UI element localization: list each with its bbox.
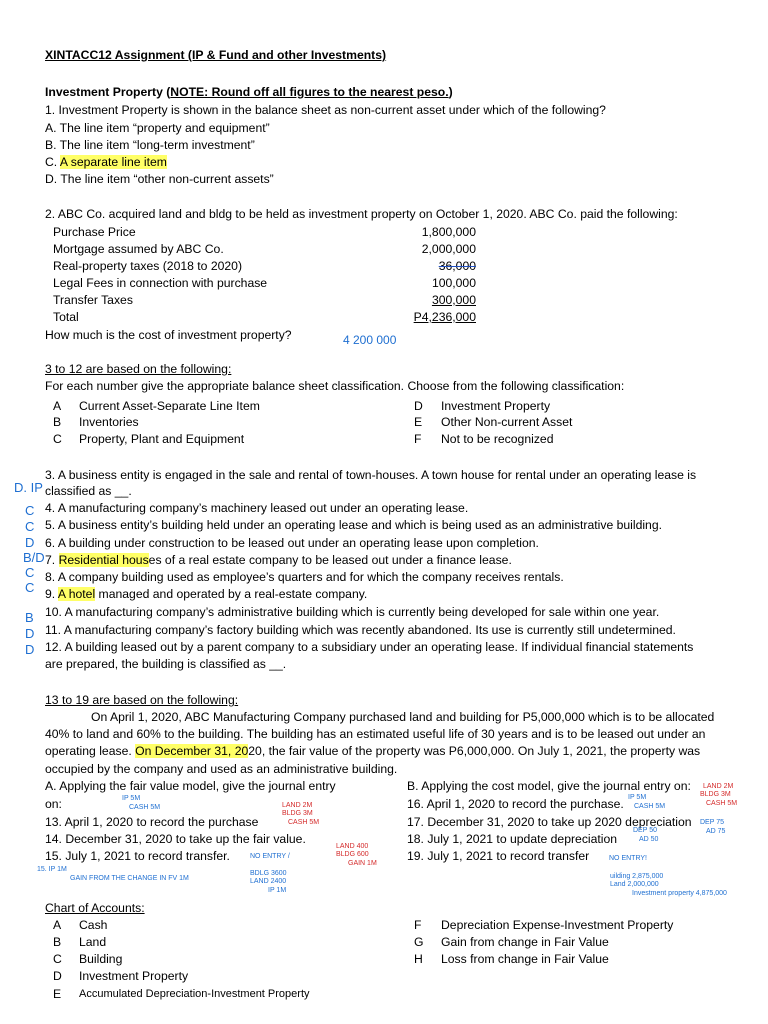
question-4: 4. A manufacturing company’s machinery leased out under an operating lease.	[45, 501, 469, 515]
q1-choice-c	[45, 155, 167, 170]
cost-row-amount: 36,000	[438, 259, 476, 273]
note-b-bldg: BLDG 3M	[700, 791, 731, 798]
note-bldg-3m: BLDG 3M	[282, 810, 313, 817]
answer-q9: C	[25, 580, 35, 595]
problem-text-1: On April 1, 2020, ABC Manufacturing Company purchased land and building for P5,000,000 which is to be allocated	[91, 710, 715, 724]
classification-letter: A	[53, 399, 62, 413]
answer-q7: B/D	[23, 550, 45, 565]
answer-q11: D	[25, 626, 35, 641]
note-land-2000: Land 2,000,000	[610, 881, 659, 888]
question-7-highlight: Residential hous	[58, 553, 149, 567]
problem-text-3-prefix: operating lease.	[45, 744, 136, 758]
answer-q10: B	[25, 610, 34, 625]
section-tail: )	[448, 85, 453, 99]
classification-intro: For each number give the appropriate balance sheet classification. Choose from the following classification:	[45, 379, 625, 393]
account-letter: F	[414, 918, 422, 932]
question-3-line1: 3. A business entity is engaged in the sale and rental of town-houses. A town house for rental under an operating lease is	[45, 468, 697, 482]
cost-row-label: Legal Fees in connection with purchase	[53, 276, 268, 290]
note-ad-50: AD 50	[639, 836, 659, 843]
note-b-land: LAND 2M	[703, 783, 734, 790]
classification-letter: D	[414, 399, 423, 413]
cost-row-label: Mortgage assumed by ABC Co.	[53, 242, 224, 256]
question-16: 16. April 1, 2020 to record the purchase.	[407, 797, 624, 811]
answer-q3: D. IP	[14, 480, 43, 495]
question-19: 19. July 1, 2021 to record transfer	[407, 849, 590, 863]
note-a-cash: CASH 5M	[129, 804, 161, 811]
note-q15-ip: 15. IP 1M	[37, 866, 67, 873]
classification-letter: E	[414, 415, 423, 429]
account-name: Depreciation Expense-Investment Property	[441, 918, 674, 932]
q1-choice-d: D. The line item “other non-current assets”	[45, 172, 274, 186]
note-no-entry-2: NO ENTRY!	[609, 855, 647, 862]
cost-row-amount: 1,800,000	[421, 225, 476, 239]
classification-label: Investment Property	[441, 399, 551, 413]
cost-row-label: Total	[53, 310, 79, 324]
account-letter: D	[53, 969, 62, 983]
note-bdlg-3600: BDLG 3600	[250, 870, 287, 877]
question-9	[45, 587, 367, 602]
part-b-line: B. Applying the cost model, give the journal entry on:	[407, 779, 691, 793]
question-7-rest: es of a real estate company to be leased out under a finance lease.	[148, 553, 512, 567]
question-15: 15. July 1, 2021 to record transfer.	[45, 849, 230, 863]
classification-label: Not to be recognized	[441, 432, 554, 446]
account-letter: E	[53, 987, 62, 1001]
answer-q8: C	[25, 565, 35, 580]
problem-text-4: occupied by the company and used as an administrative building.	[45, 762, 398, 776]
account-name: Cash	[79, 918, 108, 932]
answer-q12: D	[25, 642, 35, 657]
cost-row-label: Transfer Taxes	[53, 293, 133, 307]
note-building-2875: uilding 2,875,000	[610, 873, 664, 880]
classification-label: Inventories	[79, 415, 139, 429]
question-12-line2: are prepared, the building is classified as __.	[45, 657, 287, 671]
note-b-cash: CASH 5M	[634, 803, 666, 810]
part-a-line1: A. Applying the fair value model, give the journal entry	[45, 779, 336, 793]
account-name: Building	[79, 952, 123, 966]
page-title: XINTACC12 Assignment (IP & Fund and other Investments)	[45, 48, 387, 62]
chart-of-accounts-heading: Chart of Accounts:	[45, 901, 145, 915]
note-ad-75: AD 75	[706, 828, 726, 835]
note-bldg-600: BLDG 600	[336, 851, 369, 858]
account-name: Investment Property	[79, 969, 189, 983]
note-gain-1m: GAIN 1M	[348, 860, 377, 867]
note-a-ip: IP 5M	[122, 795, 141, 802]
account-letter: C	[53, 952, 62, 966]
question-17: 17. December 31, 2020 to take up 2020 depreciation	[407, 815, 692, 829]
section-lead: Investment Property (	[45, 85, 171, 99]
cost-row-amount: P4,236,000	[413, 310, 476, 324]
question-2: 2. ABC Co. acquired land and bldg to be held as investment property on October 1, 2020. ABC Co. paid the following:	[45, 207, 678, 221]
question-1: 1. Investment Property is shown in the balance sheet as non-current asset under which of the following?	[45, 103, 606, 117]
classification-letter: B	[53, 415, 62, 429]
problem-text-3	[45, 744, 700, 759]
question-10: 10. A manufacturing company’s administrative building which is currently being developed for sale within one year.	[45, 605, 660, 619]
account-letter: G	[414, 935, 424, 949]
cost-row-label: Real-property taxes (2018 to 2020)	[53, 259, 243, 273]
note-gain-fv: GAIN FROM THE CHANGE IN FV 1M	[70, 875, 189, 882]
note-b-ip: IP 5M	[628, 794, 647, 801]
note-dep-75: DEP 75	[700, 819, 724, 826]
account-name: Land	[79, 935, 107, 949]
q1-choice-a: A. The line item “property and equipment”	[45, 121, 270, 135]
problem-heading: 13 to 19 are based on the following:	[45, 693, 239, 707]
question-13: 13. April 1, 2020 to record the purchase	[45, 815, 259, 829]
q1-choice-b: B. The line item “long-term investment”	[45, 138, 255, 152]
q1-choice-c-prefix: C.	[45, 155, 60, 169]
part-a-line2: on:	[45, 797, 62, 811]
question-7-prefix: 7.	[45, 553, 59, 567]
account-name: Gain from change in Fair Value	[441, 935, 609, 949]
question-9-highlight: A hotel	[57, 587, 96, 601]
rounding-note: NOTE: Round off all figures to the nearest peso.	[170, 85, 449, 99]
cost-row-amount: 100,000	[431, 276, 476, 290]
note-land-2400: LAND 2400	[250, 878, 287, 885]
question-9-rest: managed and operated by a real-estate company.	[95, 587, 368, 601]
note-land-2m: LAND 2M	[282, 802, 313, 809]
account-letter: B	[53, 935, 62, 949]
problem-text-3-highlight: On December 31, 20	[135, 744, 249, 758]
cost-row-label: Purchase Price	[53, 225, 136, 239]
account-name: Accumulated Depreciation-Investment Property	[79, 988, 310, 1000]
question-7	[45, 553, 512, 568]
question-18: 18. July 1, 2021 to update depreciation	[407, 832, 618, 846]
note-ip-1m: IP 1M	[268, 887, 287, 894]
cost-row-amount: 300,000	[431, 293, 476, 307]
answer-q4: C	[25, 503, 35, 518]
section-heading	[45, 85, 453, 100]
question-3-line2: classified as __.	[45, 484, 132, 498]
question-9-prefix: 9.	[45, 587, 58, 601]
question-11: 11. A manufacturing company’s factory building which was recently abandoned. Its use is currently still undetermined.	[45, 623, 676, 637]
note-land-400: LAND 400	[336, 843, 369, 850]
classification-label: Current Asset-Separate Line Item	[79, 399, 260, 413]
question-12-line1: 12. A building leased out by a parent company to a subsidiary under an operating lease. If individual financial statements	[45, 640, 694, 654]
answer-q5: C	[25, 519, 35, 534]
classification-label: Other Non-current Asset	[441, 415, 573, 429]
classification-letter: F	[414, 432, 422, 446]
question-6: 6. A building under construction to be leased out under an operating lease upon completion.	[45, 536, 539, 550]
q2-handwritten-answer: 4 200 000	[343, 333, 397, 347]
question-14: 14. December 31, 2020 to take up the fair value.	[45, 832, 306, 846]
q1-choice-c-highlight: A separate line item	[59, 155, 167, 169]
note-cash-5m: CASH 5M	[288, 819, 320, 826]
classification-heading: 3 to 12 are based on the following:	[45, 362, 232, 376]
cost-row-amount: 2,000,000	[421, 242, 476, 256]
note-ip-4875: Investment property 4,875,000	[632, 890, 727, 897]
account-name: Loss from change in Fair Value	[441, 952, 609, 966]
note-b-cash2: CASH 5M	[706, 800, 738, 807]
problem-text-2: 40% to land and 60% to the building. The building has an estimated useful life of 30 years and is to be leased out under an	[45, 727, 706, 741]
problem-text-3-rest: 20, the fair value of the property was P6,000,000. On July 1, 2021, the property was	[248, 744, 701, 758]
note-dep-50: DEP 50	[633, 827, 657, 834]
account-letter: H	[414, 952, 423, 966]
classification-label: Property, Plant and Equipment	[79, 432, 245, 446]
question-5: 5. A business entity’s building held under an operating lease and which is being used as an administrative building.	[45, 518, 663, 532]
question-8: 8. A company building used as employee’s quarters and for which the company receives rentals.	[45, 570, 564, 584]
answer-q6: D	[25, 535, 35, 550]
classification-letter: C	[53, 432, 62, 446]
question-2-ask: How much is the cost of investment property?	[45, 328, 292, 342]
account-letter: A	[53, 918, 62, 932]
note-no-entry: NO ENTRY /	[250, 853, 290, 860]
